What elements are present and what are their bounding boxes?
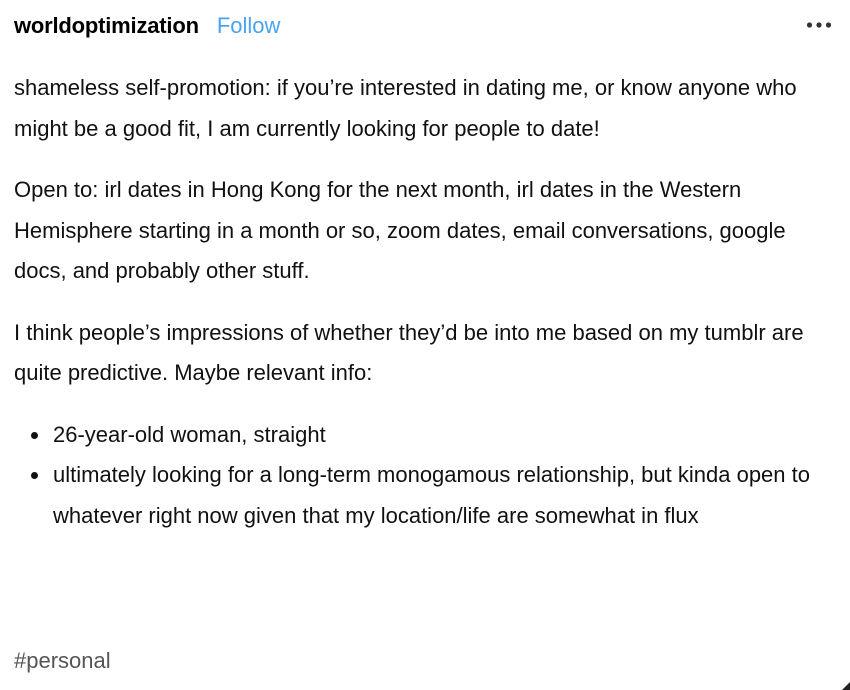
bullet-icon xyxy=(31,472,38,479)
more-options-button[interactable] xyxy=(804,12,834,38)
post-paragraph: Open to: irl dates in Hong Kong for the next month, irl dates in the Western Hemisphere starting in a month or so, zoom dates, email conversations, google docs, and probably other stuff. xyxy=(14,177,786,283)
follow-button[interactable]: Follow xyxy=(216,13,281,38)
blog-username[interactable]: worldoptimization xyxy=(14,13,199,38)
list-item-text: 26-year-old woman, straight xyxy=(53,421,326,447)
post-body xyxy=(14,68,844,536)
resize-corner-icon xyxy=(840,680,850,690)
ellipsis-icon xyxy=(806,21,832,29)
list-item xyxy=(14,455,844,536)
list-item-text: ultimately looking for a long-term monogamous relationship, but kinda open to whatever right now given that my location/life are somewhat in flux xyxy=(53,462,810,528)
post-paragraph: shameless self-promotion: if you’re interested in dating me, or know anyone who might be a good fit, I am currently looking for people to date! xyxy=(14,75,797,141)
info-list xyxy=(14,415,844,537)
post-paragraph: I think people’s impressions of whether they’d be into me based on my tumblr are quite predictive. Maybe relevant info: xyxy=(14,319,804,385)
post-header xyxy=(14,10,834,42)
tag-personal[interactable]: #personal xyxy=(14,648,111,673)
bullet-icon xyxy=(31,432,38,439)
list-item xyxy=(14,415,844,456)
